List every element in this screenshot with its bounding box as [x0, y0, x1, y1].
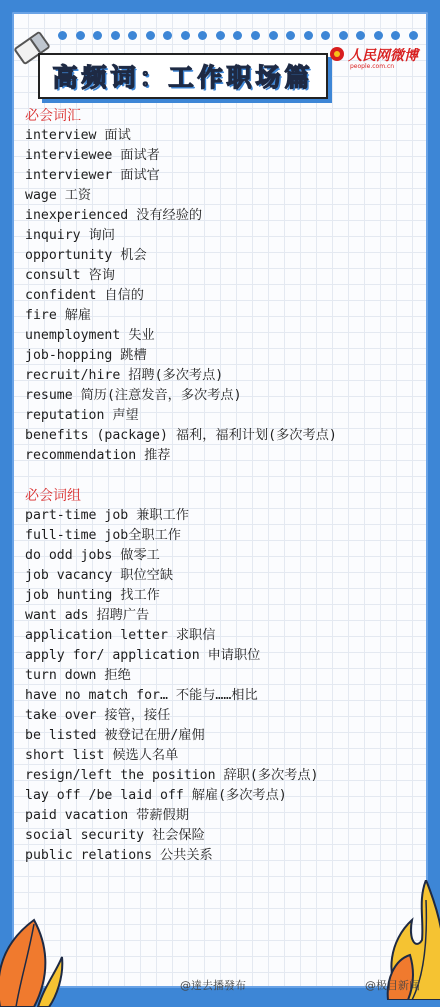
list-item: reputation 声望 [25, 408, 139, 423]
list-item: lay off /be laid off 解雇(多次考点) [25, 788, 287, 803]
logo-url: people.com.cn [350, 63, 395, 70]
list-item: application letter 求职信 [25, 628, 216, 643]
list-item: paid vacation 带薪假期 [25, 808, 189, 823]
logo-text: 人民网微博 [348, 48, 418, 64]
list-item: take over 接管，接任 [25, 708, 171, 723]
section-title-vocabulary: 必会词汇 [25, 108, 81, 124]
list-item: interviewee 面试者 [25, 148, 160, 163]
list-item: inquiry 询问 [25, 228, 115, 243]
list-item: part-time job 兼职工作 [25, 508, 189, 523]
list-item: have no match for… 不能与……相比 [25, 688, 258, 703]
list-item: short list 候选人名单 [25, 748, 179, 763]
binding-holes [58, 29, 418, 41]
watermark-secondary: @极目新闻 [365, 979, 420, 992]
list-item: job-hopping 跳槽 [25, 348, 147, 363]
list-item: do odd jobs 做零工 [25, 548, 160, 563]
page-title: 高频词：工作职场篇 [52, 63, 314, 92]
list-item: interview 面试 [25, 128, 131, 143]
autumn-leaf-left-icon [0, 912, 64, 1007]
list-item: recommendation 推荐 [25, 448, 171, 463]
list-item: consult 咨询 [25, 268, 115, 283]
list-item: be listed 被登记在册/雇佣 [25, 728, 205, 743]
section-title-phrases: 必会词组 [25, 488, 81, 504]
phrase-list [25, 506, 319, 866]
list-item: unemployment 失业 [25, 328, 155, 343]
list-item: wage 工资 [25, 188, 92, 203]
list-item: turn down 拒绝 [25, 668, 131, 683]
list-item: job vacancy 职位空缺 [25, 568, 174, 583]
list-item: recruit/hire 招聘(多次考点) [25, 368, 224, 383]
list-item: interviewer 面试官 [25, 168, 160, 183]
list-item: resign/left the position 辞职(多次考点) [25, 768, 319, 783]
list-item: want ads 招聘广告 [25, 608, 150, 623]
list-item: fire 解雇 [25, 308, 92, 323]
list-item: job hunting 找工作 [25, 588, 160, 603]
list-item: inexperienced 没有经验的 [25, 208, 203, 223]
list-item: benefits (package) 福利，福利计划(多次考点) [25, 428, 337, 443]
list-item: resume 简历(注意发音，多次考点) [25, 388, 242, 403]
brand-logo [330, 45, 425, 75]
list-item: opportunity 机会 [25, 248, 147, 263]
list-item: full-time job全职工作 [25, 528, 181, 543]
logo-eye-icon [330, 47, 344, 61]
watermark-primary: @達去播發布 [180, 979, 246, 992]
title-banner [38, 53, 328, 99]
list-item: confident 自信的 [25, 288, 144, 303]
list-item: apply for/ application 申请职位 [25, 648, 261, 663]
list-item: public relations 公共关系 [25, 848, 213, 863]
list-item: social security 社会保险 [25, 828, 205, 843]
vocabulary-list [25, 126, 337, 466]
